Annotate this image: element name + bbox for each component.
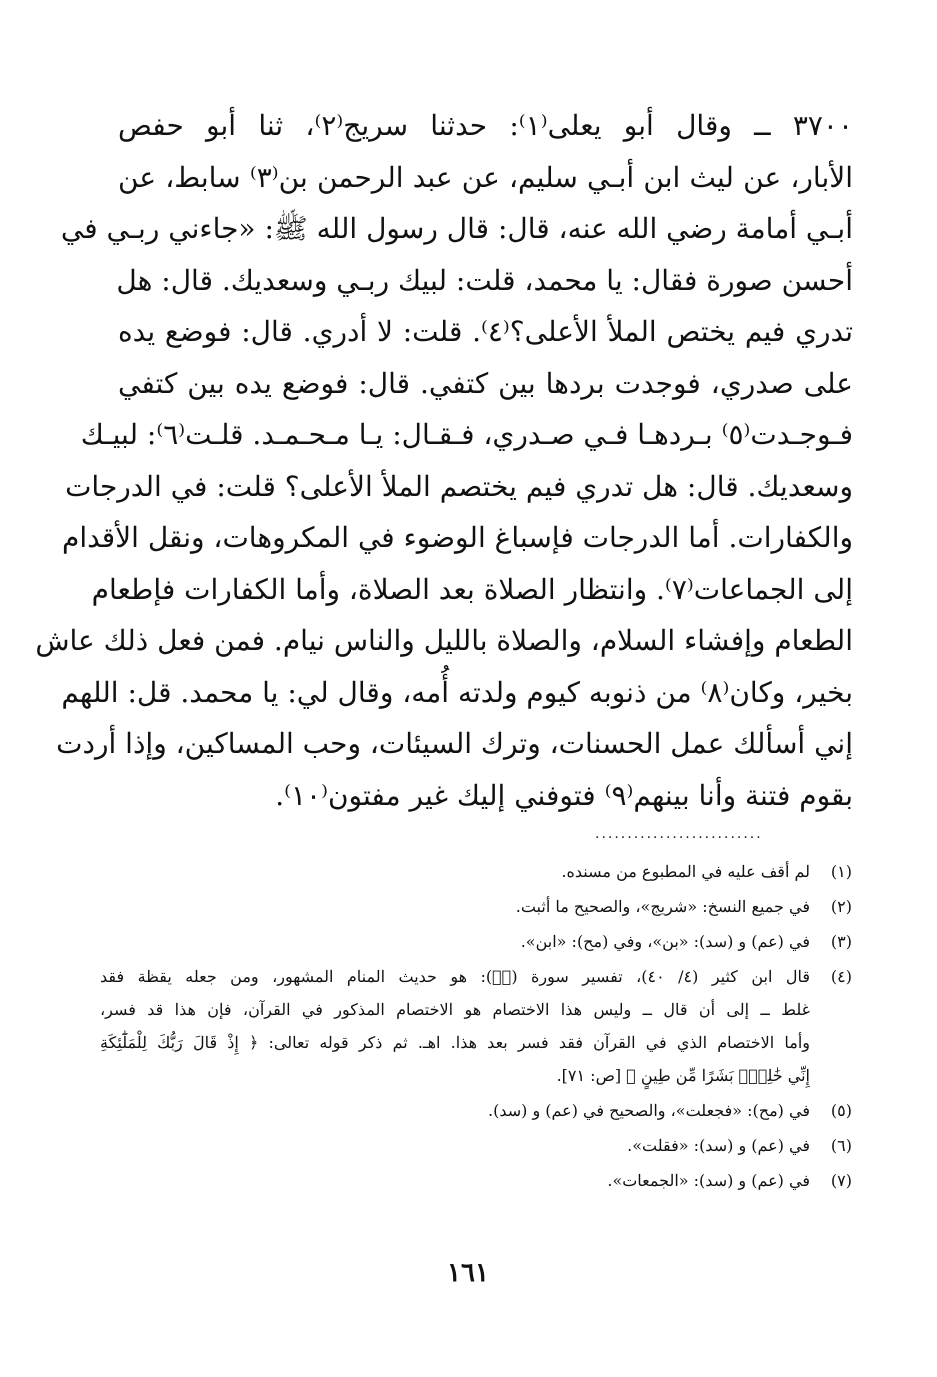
footnote-line: في (مح): «فجعلت»، والصحيح في (عم) و (سد). [488,1101,810,1120]
footnotes [100,855,852,1199]
footnote-line: غلط ــ إلى أن قال ــ وليس هذا الاختصام هو الاختصام المذكور في القرآن، فإن هذا قد فسر، [100,1000,810,1019]
footnote-line: في (عم) و (سد): «الجمعات». [607,1171,810,1190]
footnote-line: في (عم) و (سد): «بن»، وفي (مح): «ابن». [520,932,810,951]
footnote-line: في (عم) و (سد): «فقلت». [627,1136,810,1155]
text-line: أبـي أمامة رضي الله عنه، قال: قال رسول الله ﷺ: «جاءني ربـي في [60,212,853,245]
text-line: ٣٧٠٠ ــ وقال أبو يعلى⁽١⁾: حدثنا سريج⁽٢⁾، ثنا أبو حفص [118,109,853,142]
footnote-number: (٢) [830,897,852,916]
page-number: ١٦١ [447,1258,489,1288]
footnote-line: وأما الاختصام الذي في القرآن فقد فسر بعد هذا. اهـ. ثم ذكر قوله تعالى: ﴿ إِذْ قَالَ رَبُّكَ لِلْمَلَٰٓئِكَةِ [100,1033,810,1052]
text-line: إلى الجماعات⁽٧⁾. وانتظار الصلاة بعد الصلاة، وأما الكفارات فإطعام [91,572,853,606]
footnote-line: إِنِّي خَٰلِقٌۢ بَشَرًا مِّن طِينٍ ﴾ [ص: ٧١]. [556,1066,810,1085]
footnote-line: لم أقف عليه في المطبوع من مسنده. [561,862,810,881]
text-line: فـوجـدت⁽٥⁾ بـردهـا فـي صـدري، فـقـال: يـا مـحـمـد. قلـت⁽٦⁾: لبيـك [80,418,853,451]
footnote-separator: .......................... [595,826,763,842]
text-line: بقوم فتنة وأنا بينهم⁽٩⁾ فتوفني إليك غير مفتون⁽١٠⁾. [275,778,853,812]
footnote [100,925,852,958]
text-line: أحسن صورة فقال: يا محمد، قلت: لبيك ربـي وسعديك. قال: هل [116,263,853,297]
text-line: الطعام وإفشاء السلام، والصلاة بالليل والناس نيام. فمن فعل ذلك عاش [35,624,853,657]
footnote [100,1129,852,1162]
text-line: وسعديك. قال: هل تدري فيم يختصم الملأ الأعلى؟ قلت: في الدرجات [65,469,853,503]
footnote-number: (٥) [830,1101,852,1120]
footnote-number: (٧) [830,1171,852,1190]
footnote-number: (٣) [830,932,852,951]
footnote [100,1094,852,1127]
text-line: الأبار، عن ليث ابن أبـي سليم، عن عبد الرحمن بن⁽٣⁾ سابط، عن [118,160,854,194]
text-line: إني أسألك عمل الحسنات، وترك السيئات، وحب المساكين، وإذا أردت [56,727,853,760]
text-line: بخير، وكان⁽٨⁾ من ذنوبه كيوم ولدته أُمه، وقال لي: يا محمد. قل: اللهم [61,675,853,709]
text-line: تدري فيم يختص الملأ الأعلى؟⁽٤⁾. قلت: لا أدري. قال: فوضع يده [118,315,853,348]
footnote [100,1164,852,1197]
footnote [100,890,852,923]
footnote [100,855,852,888]
text-line: والكفارات. أما الدرجات فإسباغ الوضوء في المكروهات، ونقل الأقدام [61,521,853,554]
footnote-number: (١) [830,862,852,881]
footnote-line: في جميع النسخ: «شريج»، والصحيح ما أثبت. [515,897,810,916]
hadith-text [35,100,854,821]
footnote-number: (٤) [830,967,852,986]
footnote [100,960,852,1092]
text-line: على صدري، فوجدت بردها بين كتفي. قال: فوضع يده بين كتفي [118,366,853,400]
footnote-line: قال ابن كثير (٤/ ٤٠)، تفسير سورة (صۤ): هو حديث المنام المشهور، ومن جعله يقظة فقد [100,967,810,986]
footnote-number: (٦) [830,1136,852,1155]
